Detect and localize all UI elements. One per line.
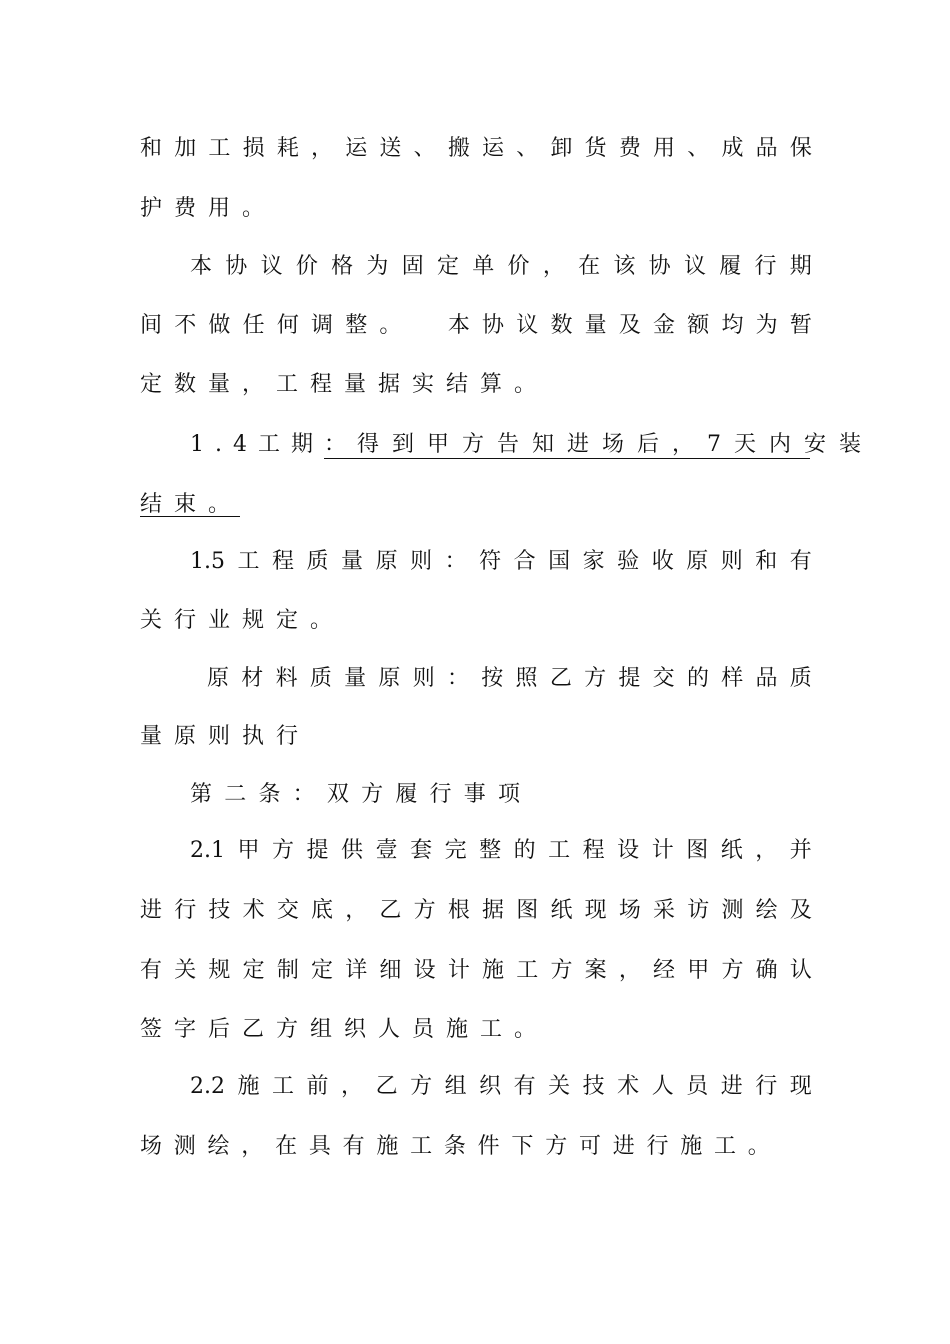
text-char: 件 bbox=[477, 1134, 500, 1159]
text-char: ， bbox=[345, 898, 368, 923]
text-char: 原 bbox=[375, 549, 398, 574]
text-char: 该 bbox=[613, 254, 636, 279]
schedule-label: 1.4工期： bbox=[190, 432, 357, 457]
text-char: 行 bbox=[646, 1134, 669, 1159]
text-char: 材 bbox=[241, 666, 264, 691]
text-char: 项 bbox=[497, 782, 520, 807]
text-char: 及 bbox=[618, 313, 641, 338]
text-char: 方 bbox=[550, 958, 573, 983]
text-char: 绘 bbox=[207, 1134, 230, 1159]
text-char: 提 bbox=[618, 666, 641, 691]
text-char: 术 bbox=[242, 898, 265, 923]
text-char: ： bbox=[446, 666, 469, 691]
text-char: 则 bbox=[410, 549, 433, 574]
text-char: 验 bbox=[617, 549, 640, 574]
text-char: 人 bbox=[651, 1074, 674, 1099]
text-char: 整 bbox=[345, 313, 368, 338]
text-char: 乙 bbox=[375, 1074, 398, 1099]
text-char: 据 bbox=[482, 898, 505, 923]
text-char: 议 bbox=[516, 313, 539, 338]
text-char: 底 bbox=[311, 898, 334, 923]
text-char: 价 bbox=[507, 254, 530, 279]
text-char: 协 bbox=[482, 313, 505, 338]
text-char: 整 bbox=[479, 838, 502, 863]
text-char: 可 bbox=[578, 1134, 601, 1159]
text-line: 定数量，工程量据实结算。 bbox=[140, 372, 549, 397]
text-char: 原 bbox=[207, 666, 230, 691]
text-char: 工 bbox=[410, 1134, 433, 1159]
text-char: 和 bbox=[755, 549, 778, 574]
text-char: 关 bbox=[174, 958, 197, 983]
text-char: 纸 bbox=[550, 898, 573, 923]
text-char: 原 bbox=[686, 549, 709, 574]
text-char: 的 bbox=[513, 838, 536, 863]
text-char: 有 bbox=[140, 958, 163, 983]
text-char: 工 bbox=[208, 136, 231, 161]
text-char: 在 bbox=[275, 1134, 298, 1159]
text-char: 合 bbox=[513, 549, 536, 574]
text-char: 质 bbox=[789, 666, 812, 691]
text-char: 施 bbox=[680, 1134, 703, 1159]
text-line: 量原则执行 bbox=[140, 724, 311, 749]
text-char: 品 bbox=[755, 666, 778, 691]
text-char: 本 bbox=[190, 254, 213, 279]
text-char: 不 bbox=[174, 313, 197, 338]
text-char: 绘 bbox=[755, 898, 778, 923]
text-char: 则 bbox=[720, 549, 743, 574]
text-char: 2.1 bbox=[190, 838, 225, 863]
text-char: 按 bbox=[481, 666, 504, 691]
text-char: ： bbox=[292, 782, 315, 807]
text-char: 乙 bbox=[379, 898, 402, 923]
section-heading bbox=[190, 778, 520, 812]
text-char: 量 bbox=[341, 549, 364, 574]
text-char: 制 bbox=[276, 958, 299, 983]
underline bbox=[324, 458, 810, 459]
text-char: 固 bbox=[401, 254, 424, 279]
text-char: 金 bbox=[653, 313, 676, 338]
text-char: 甲 bbox=[687, 958, 710, 983]
schedule-line bbox=[190, 428, 874, 462]
text-char: ， bbox=[241, 1134, 264, 1159]
text-char: 方 bbox=[272, 838, 295, 863]
text-char: 何 bbox=[276, 313, 299, 338]
text-char: 工 bbox=[714, 1134, 737, 1159]
text-line bbox=[190, 834, 812, 868]
text-char: 期 bbox=[789, 254, 812, 279]
text-char: 家 bbox=[582, 549, 605, 574]
text-char: 价 bbox=[295, 254, 318, 279]
text-char: 耗 bbox=[276, 136, 299, 161]
text-char: 现 bbox=[789, 1074, 812, 1099]
text-char: 料 bbox=[275, 666, 298, 691]
text-line bbox=[190, 250, 812, 284]
text-char: 关 bbox=[548, 1074, 571, 1099]
text-char: 为 bbox=[755, 313, 778, 338]
text-char: 定 bbox=[436, 254, 459, 279]
text-char: 设 bbox=[617, 838, 640, 863]
text-char: 有 bbox=[789, 549, 812, 574]
text-char: 方 bbox=[410, 1074, 433, 1099]
text-line bbox=[140, 132, 812, 166]
text-char: 事 bbox=[463, 782, 486, 807]
text-char: 双 bbox=[326, 782, 349, 807]
text-char: 并 bbox=[789, 838, 812, 863]
text-char: 履 bbox=[395, 782, 418, 807]
text-char: 2.2 bbox=[190, 1074, 225, 1099]
text-char: 量 bbox=[584, 313, 607, 338]
text-char: 有 bbox=[342, 1134, 365, 1159]
text-char: 数 bbox=[550, 313, 573, 338]
text-char: 质 bbox=[306, 549, 329, 574]
text-char: 图 bbox=[686, 838, 709, 863]
text-char: 测 bbox=[173, 1134, 196, 1159]
text-char: 定 bbox=[311, 958, 334, 983]
text-char: 进 bbox=[612, 1134, 635, 1159]
text-char: 技 bbox=[208, 898, 231, 923]
text-char bbox=[414, 309, 436, 343]
text-char: 收 bbox=[651, 549, 674, 574]
text-char: ， bbox=[618, 958, 641, 983]
text-char: 1.5 bbox=[190, 549, 225, 574]
text-char: 有 bbox=[513, 1074, 536, 1099]
text-char: 确 bbox=[755, 958, 778, 983]
text-char: 设 bbox=[413, 958, 436, 983]
text-char: 卸 bbox=[550, 136, 573, 161]
text-char: 具 bbox=[308, 1134, 331, 1159]
text-char: 交 bbox=[652, 666, 675, 691]
text-char: 。 bbox=[747, 1134, 770, 1159]
text-char: 及 bbox=[789, 898, 812, 923]
text-char: 用 bbox=[653, 136, 676, 161]
text-char: 协 bbox=[225, 254, 248, 279]
text-char: 案 bbox=[584, 958, 607, 983]
text-char: ， bbox=[542, 254, 565, 279]
text-char: 施 bbox=[237, 1074, 260, 1099]
schedule-end-text: 结束。 bbox=[140, 492, 243, 517]
text-char: 工 bbox=[516, 958, 539, 983]
text-char: 交 bbox=[276, 898, 299, 923]
text-char: 格 bbox=[331, 254, 354, 279]
text-char: 方 bbox=[545, 1134, 568, 1159]
text-char: 员 bbox=[686, 1074, 709, 1099]
text-char: ， bbox=[755, 838, 778, 863]
text-char: 单 bbox=[472, 254, 495, 279]
text-char: 间 bbox=[140, 313, 163, 338]
text-char: 原 bbox=[378, 666, 401, 691]
text-char: 调 bbox=[311, 313, 334, 338]
text-char: 行 bbox=[755, 1074, 778, 1099]
text-char: 履 bbox=[719, 254, 742, 279]
text-char: 纸 bbox=[720, 838, 743, 863]
text-char: 乙 bbox=[549, 666, 572, 691]
text-char: 符 bbox=[479, 549, 502, 574]
text-char: 提 bbox=[306, 838, 329, 863]
text-char: 细 bbox=[379, 958, 402, 983]
text-char: 规 bbox=[208, 958, 231, 983]
text-char: 方 bbox=[413, 898, 436, 923]
text-char: 织 bbox=[479, 1074, 502, 1099]
text-char: 为 bbox=[366, 254, 389, 279]
text-line bbox=[207, 662, 812, 696]
text-char: 施 bbox=[482, 958, 505, 983]
text-line: 签字后乙方组织人员施工。 bbox=[140, 1017, 549, 1042]
text-char: 搬 bbox=[447, 136, 470, 161]
text-char: 均 bbox=[721, 313, 744, 338]
text-line bbox=[190, 545, 812, 579]
text-char: 。 bbox=[379, 313, 402, 338]
text-char: 供 bbox=[341, 838, 364, 863]
text-char: 额 bbox=[687, 313, 710, 338]
text-char: 现 bbox=[584, 898, 607, 923]
text-char: 本 bbox=[447, 313, 470, 338]
text-char: 甲 bbox=[237, 838, 260, 863]
text-char: 、 bbox=[413, 136, 436, 161]
text-char: 议 bbox=[683, 254, 706, 279]
text-char: 的 bbox=[686, 666, 709, 691]
text-char: 计 bbox=[651, 838, 674, 863]
text-char: 壹 bbox=[375, 838, 398, 863]
text-char: 技 bbox=[582, 1074, 605, 1099]
text-char: 组 bbox=[444, 1074, 467, 1099]
text-char: 、 bbox=[687, 136, 710, 161]
text-char: 货 bbox=[584, 136, 607, 161]
text-char: 程 bbox=[272, 549, 295, 574]
text-line: 关行业规定。 bbox=[140, 608, 345, 633]
text-char: 完 bbox=[444, 838, 467, 863]
text-char: 根 bbox=[447, 898, 470, 923]
text-char: 前 bbox=[306, 1074, 329, 1099]
text-char: 损 bbox=[242, 136, 265, 161]
text-char: 量 bbox=[344, 666, 367, 691]
text-char: 二 bbox=[224, 782, 247, 807]
text-char: 协 bbox=[648, 254, 671, 279]
text-char: 送 bbox=[379, 136, 402, 161]
text-char: ， bbox=[311, 136, 334, 161]
text-char: 则 bbox=[412, 666, 435, 691]
text-char: 测 bbox=[721, 898, 744, 923]
text-char: 行 bbox=[754, 254, 777, 279]
text-char: 质 bbox=[309, 666, 332, 691]
text-char: 场 bbox=[618, 898, 641, 923]
text-char: 行 bbox=[429, 782, 452, 807]
text-char: 运 bbox=[482, 136, 505, 161]
text-char: 条 bbox=[443, 1134, 466, 1159]
text-line bbox=[140, 894, 812, 928]
text-char: 条 bbox=[258, 782, 281, 807]
text-char: 图 bbox=[516, 898, 539, 923]
text-char: 成 bbox=[721, 136, 744, 161]
text-char: 术 bbox=[617, 1074, 640, 1099]
text-char: 在 bbox=[578, 254, 601, 279]
text-char: 品 bbox=[755, 136, 778, 161]
text-char: 国 bbox=[548, 549, 571, 574]
text-char: 场 bbox=[140, 1134, 163, 1159]
text-char: 下 bbox=[511, 1134, 534, 1159]
text-char: 暂 bbox=[789, 313, 812, 338]
text-char: 认 bbox=[789, 958, 812, 983]
text-char: 做 bbox=[208, 313, 231, 338]
text-char: 经 bbox=[653, 958, 676, 983]
text-char: 保 bbox=[789, 136, 812, 161]
text-char: 工 bbox=[548, 838, 571, 863]
text-char: 费 bbox=[618, 136, 641, 161]
text-char: ， bbox=[341, 1074, 364, 1099]
text-char: 工 bbox=[272, 1074, 295, 1099]
text-char: 方 bbox=[584, 666, 607, 691]
text-char: 样 bbox=[721, 666, 744, 691]
text-char: 议 bbox=[260, 254, 283, 279]
text-char: 详 bbox=[345, 958, 368, 983]
text-char: 工 bbox=[237, 549, 260, 574]
text-char: 加 bbox=[174, 136, 197, 161]
text-char: 第 bbox=[190, 782, 213, 807]
text-char: 计 bbox=[447, 958, 470, 983]
text-line bbox=[190, 1070, 812, 1104]
text-line: 护费用。 bbox=[140, 196, 277, 221]
text-line bbox=[140, 309, 812, 343]
text-line bbox=[140, 954, 812, 988]
text-char: 方 bbox=[721, 958, 744, 983]
text-char: 程 bbox=[582, 838, 605, 863]
text-char: 运 bbox=[345, 136, 368, 161]
text-char: 方 bbox=[361, 782, 384, 807]
text-char: 定 bbox=[242, 958, 265, 983]
text-char: ： bbox=[444, 549, 467, 574]
text-char: 、 bbox=[516, 136, 539, 161]
text-char: 访 bbox=[687, 898, 710, 923]
text-char: 套 bbox=[410, 838, 433, 863]
text-char: 进 bbox=[140, 898, 163, 923]
text-char: 照 bbox=[515, 666, 538, 691]
text-char: 施 bbox=[376, 1134, 399, 1159]
text-char: 采 bbox=[653, 898, 676, 923]
text-char: 进 bbox=[720, 1074, 743, 1099]
underline bbox=[140, 516, 240, 517]
text-line bbox=[140, 1130, 770, 1164]
text-char: 和 bbox=[140, 136, 163, 161]
text-char: 任 bbox=[242, 313, 265, 338]
text-char: 行 bbox=[174, 898, 197, 923]
schedule-text: 得到甲方告知进场后，7天内安装 bbox=[357, 432, 874, 457]
